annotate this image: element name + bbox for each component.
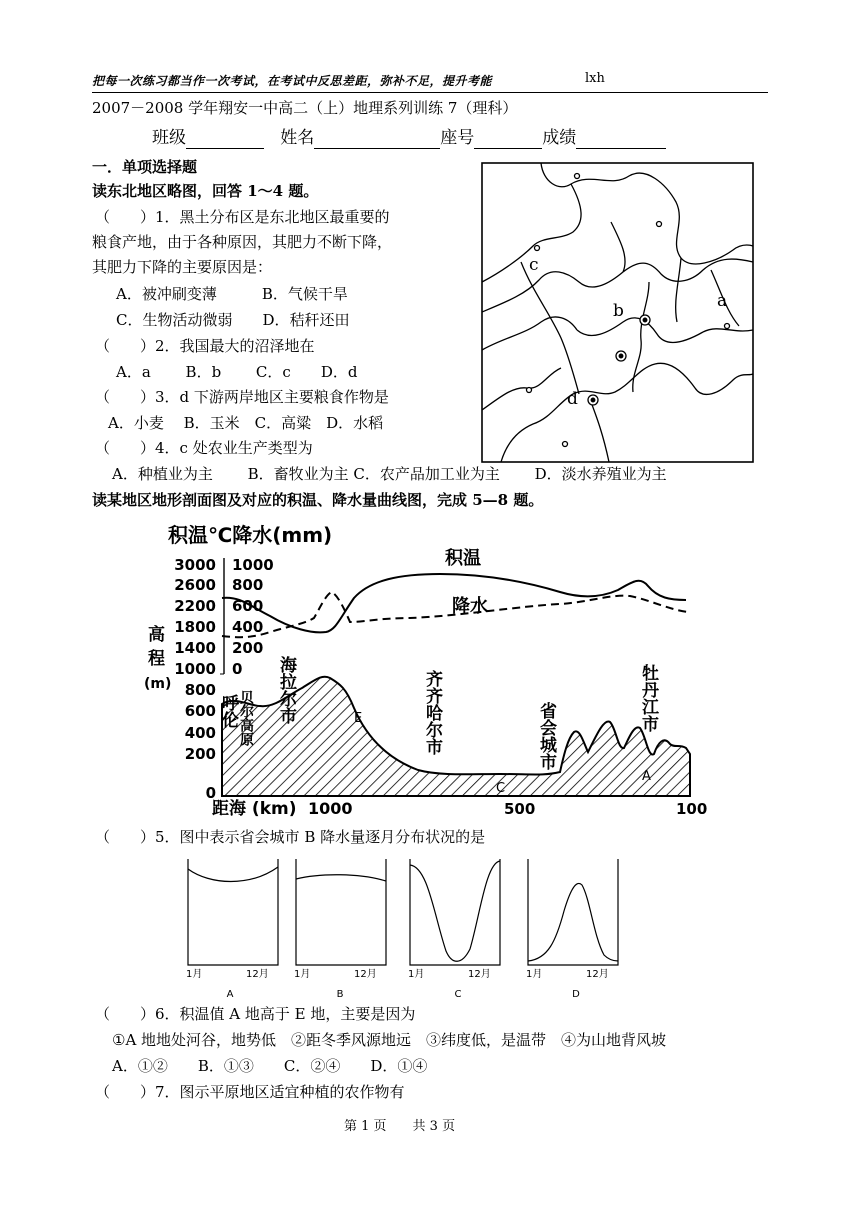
elev-tick: 800 — [184, 681, 216, 699]
monthly-precip-options — [180, 855, 620, 1003]
q6-items: ①A 地地处河谷，地势低 ②距冬季风源地远 ③纬度低，是温带 ④为山地背风坡 — [112, 1031, 667, 1049]
svg-text:D: D — [572, 989, 580, 1000]
city-label-qiqihar: 齐齐哈尔市 — [422, 670, 442, 755]
elev-tick: 200 — [184, 745, 216, 763]
author-initials: lxh — [585, 71, 605, 86]
class-blank[interactable] — [186, 132, 264, 149]
option-chart-A — [186, 859, 278, 1000]
q3: （ ）3．d 下游两岸地区主要粮食作物是 — [95, 388, 389, 406]
q4-options: A．种植业为主 B．畜牧业为主 C．农产品加工业为主 D．淡水养殖业为主 — [112, 465, 667, 483]
seat-blank[interactable] — [474, 132, 542, 149]
elev-label: 高 — [148, 625, 165, 645]
svg-text:1月: 1月 — [408, 969, 425, 980]
q1-options-ab: A．被冲刷变薄 B．气候干旱 — [116, 285, 348, 303]
map-label-a: a — [717, 291, 728, 311]
page-footer: 第 1 页 共 3 页 — [344, 1119, 456, 1134]
accum-tick: 1400 — [174, 639, 216, 657]
q3-options: A．小麦 B．玉米 C．高粱 D．水稻 — [108, 414, 384, 432]
score-label: 成绩 — [542, 128, 577, 148]
svg-text:C: C — [454, 989, 462, 1000]
q6: （ ）6．积温值 A 地高于 E 地，主要是因为 — [95, 1005, 416, 1023]
q1-line3: 其肥力下降的主要原因是： — [92, 258, 273, 276]
city-label-capital: 省会城市 — [536, 702, 556, 770]
svg-text:1月: 1月 — [186, 969, 203, 980]
name-label: 姓名 — [280, 128, 315, 148]
x-axis-title: 距海 (km) — [212, 799, 297, 818]
svg-text:12月: 12月 — [354, 969, 377, 980]
map-label-d: d — [567, 389, 578, 409]
motto: 把每一次练习都当作一次考试，在考试中反思差距，弥补不足，提升考能 — [92, 74, 493, 88]
point-label-C: C — [496, 781, 506, 796]
student-info-row — [152, 127, 666, 149]
city-label-hailar: 海拉尔市 — [276, 656, 296, 724]
elev-label: 程 — [148, 649, 165, 669]
elev-label: (m) — [144, 676, 172, 692]
terrain-profile-diagram — [140, 518, 710, 818]
elev-tick: 1000 — [174, 660, 216, 678]
svg-text:B: B — [336, 989, 344, 1000]
accum-tick: 2200 — [174, 597, 216, 615]
precip-tick: 600 — [232, 597, 264, 615]
profile-axis-title: 积温℃降水(mm) — [168, 523, 333, 547]
intro-profile: 读某地区地形剖面图及对应的积温、降水量曲线图，完成 5—8 题。 — [92, 491, 544, 509]
class-label: 班级 — [152, 128, 186, 148]
q1-options-cd: C．生物活动微弱 D．秸秆还田 — [116, 311, 350, 329]
q4: （ ）4．c 处农业生产类型为 — [95, 439, 313, 457]
accum-tick: 2600 — [174, 576, 216, 594]
x-tick: 100 — [676, 800, 708, 818]
city-label-mudanjiang: 牡丹江市 — [638, 664, 658, 732]
x-tick: 500 — [504, 800, 536, 818]
map-label-b: b — [613, 301, 624, 321]
name-blank[interactable] — [314, 132, 440, 149]
q1-line1: （ ）1．黑土分布区是东北地区最重要的 — [95, 208, 390, 226]
section-heading: 一．单项选择题 — [92, 158, 198, 176]
svg-text:12月: 12月 — [586, 969, 609, 980]
elev-tick: 600 — [184, 702, 216, 720]
elev-tick: 0 — [205, 784, 216, 802]
option-chart-D — [526, 859, 618, 1000]
score-blank[interactable] — [576, 132, 666, 149]
accum-temp-label: 积温 — [445, 548, 481, 569]
precip-label: 降水 — [452, 596, 488, 617]
header-rule — [92, 92, 768, 93]
city-label-hulun2: 贝尔高原 — [238, 690, 254, 746]
q1-line2: 粮食产地，由于各种原因，其肥力不断下降， — [92, 233, 393, 251]
option-chart-C — [408, 859, 500, 1000]
point-label-A: A — [642, 769, 651, 784]
city-label-hulun: 呼伦 — [218, 694, 238, 728]
svg-text:1月: 1月 — [294, 969, 311, 980]
q6-options: A．①② B．①③ C．②④ D．①④ — [112, 1057, 428, 1075]
svg-text:12月: 12月 — [468, 969, 491, 980]
northeast-map — [481, 162, 754, 463]
precip-tick: 1000 — [232, 556, 274, 574]
elev-tick: 400 — [184, 724, 216, 742]
precip-tick: 0 — [232, 660, 243, 678]
seat-label: 座号 — [440, 128, 475, 148]
q2-options: A．a B．b C．c D．d — [116, 363, 358, 381]
svg-text:1月: 1月 — [526, 969, 543, 980]
q2: （ ）2．我国最大的沼泽地在 — [95, 337, 315, 355]
map-label-c: c — [529, 255, 539, 275]
accum-tick: 1800 — [174, 618, 216, 636]
q5: （ ）5．图中表示省会城市 B 降水量逐月分布状况的是 — [95, 828, 486, 846]
svg-text:12月: 12月 — [246, 969, 269, 980]
option-chart-B — [294, 859, 386, 1000]
svg-text:A: A — [226, 989, 234, 1000]
precip-tick: 400 — [232, 618, 264, 636]
q7: （ ）7．图示平原地区适宜种植的农作物有 — [95, 1083, 405, 1101]
precip-tick: 800 — [232, 576, 264, 594]
doc-title: 2007－2008 学年翔安一中高二（上）地理系列训练 7（理科） — [92, 99, 518, 117]
precip-tick: 200 — [232, 639, 264, 657]
x-tick: 1000 — [308, 799, 353, 818]
intro-map: 读东北地区略图，回答 1～4 题。 — [92, 182, 319, 200]
accum-tick: 3000 — [174, 556, 216, 574]
point-label-E: E — [354, 711, 363, 726]
